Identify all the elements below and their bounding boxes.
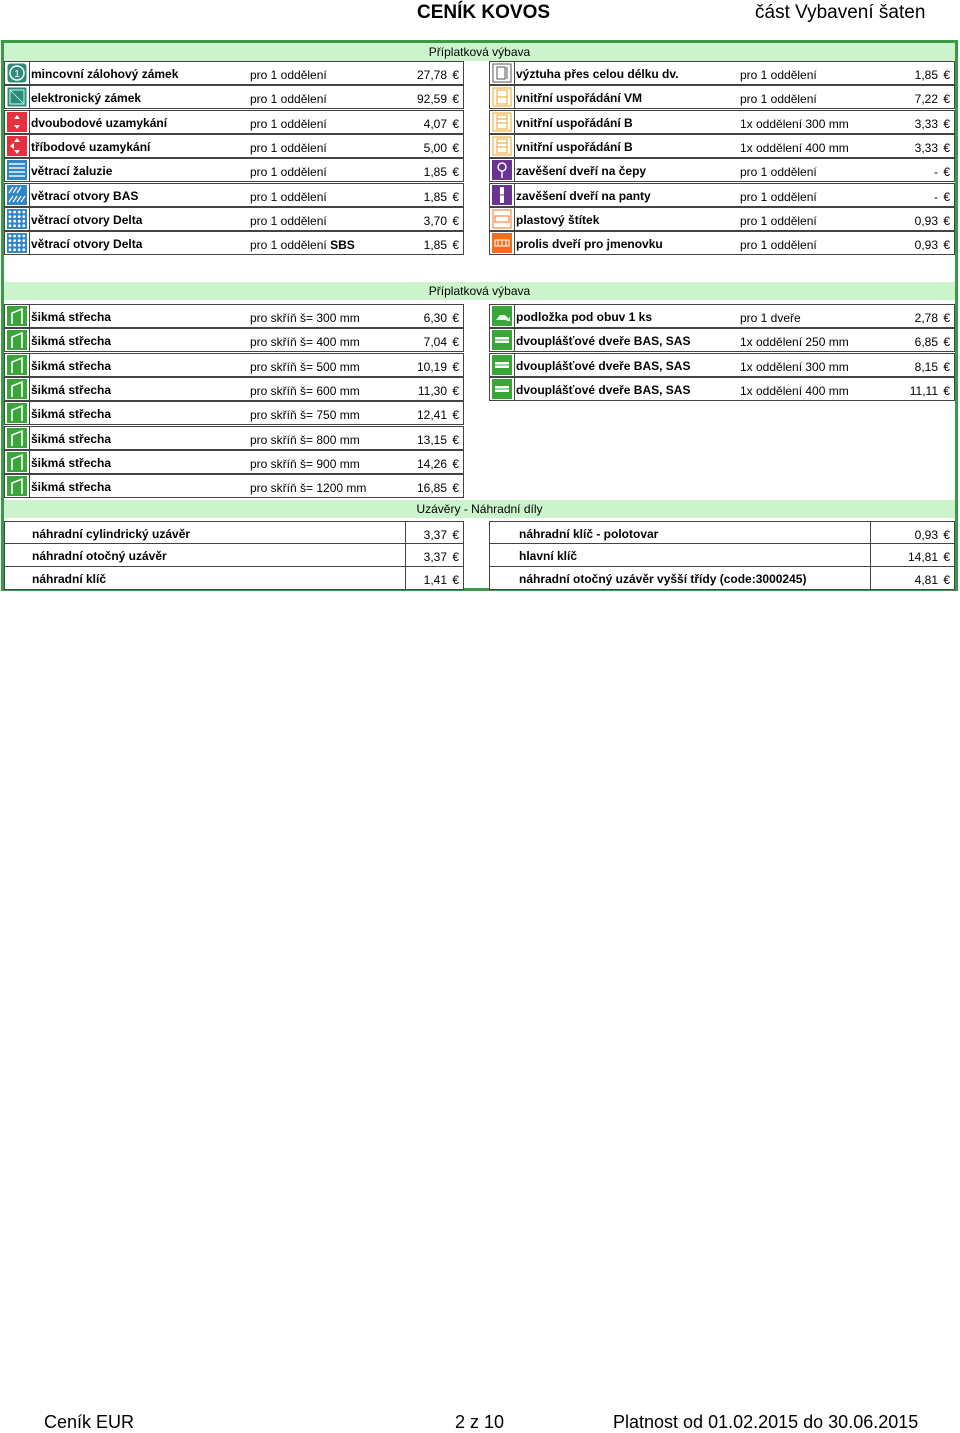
sloped-roof-icon [7,403,27,423]
currency-symbol: € [943,311,950,325]
item-name: šikmá střecha [31,480,112,495]
sloped-roof-icon [7,379,27,399]
currency-symbol: € [452,572,459,587]
price-row-s1-left-0 [4,61,464,85]
currency-symbol: € [452,359,459,374]
vent-bas-icon [7,185,27,205]
item-name: zavěšení dveří na čepy [516,164,647,179]
item-price: 4,07 [423,116,447,131]
price-row-s1-right-6 [489,207,955,231]
item-name: dvouplášťové dveře BAS, SAS [516,382,691,397]
sloped-roof-icon [7,452,27,472]
price-row-s2-left-5 [4,426,464,450]
item-description-text: pro skříň š= 400 mm [250,335,360,350]
price-row-s1-right-2 [489,110,955,134]
column-divider [29,402,30,424]
item-price: 14,26 [416,456,447,471]
item-description-text: pro 1 oddělení [250,238,327,253]
item-description-text: pro 1 oddělení [740,213,817,228]
column-divider [29,475,30,497]
price-row-s3-right-0 [489,521,955,545]
column-divider [870,567,871,589]
price-row-s1-right-0 [489,61,955,85]
column-divider [514,329,515,351]
column-divider [514,135,515,157]
item-name: tříbodové uzamykání [31,139,151,154]
currency-symbol: € [452,481,459,496]
price-row-s3-left-0 [4,521,464,545]
item-price: 12,41 [416,408,447,423]
item-description [250,92,327,106]
price-row-s1-left-6 [4,207,464,231]
currency-symbol: € [943,68,950,82]
item-description-text: pro 1 dveře [740,311,801,325]
price-row-s2-right-0 [489,304,955,328]
currency-symbol: € [943,528,950,542]
sloped-roof-icon [7,330,27,350]
item-price: 6,30 [423,311,447,325]
item-price: 7,04 [423,335,447,350]
footer-left: Ceník EUR [44,1412,135,1432]
price-row-s2-left-6 [4,450,464,474]
item-price: 11,30 [417,383,447,398]
shoe-mat-icon [492,306,512,326]
column-divider [29,354,30,376]
price-row-s2-right-1 [489,328,955,352]
item-name: náhradní otočný uzávěr [32,549,167,564]
currency-symbol: € [943,335,950,350]
currency-symbol: € [943,383,950,398]
item-price: 10,19 [416,359,447,374]
column-divider [514,378,515,400]
currency-symbol: € [943,189,950,204]
item-name: vnitřní uspořádání B [516,115,633,130]
vent-delta-icon [7,209,27,229]
interior-vm-icon [492,87,512,107]
item-description-text: pro 1 oddělení [740,238,817,253]
item-price: 27,78 [416,68,447,82]
item-price: 16,85 [416,481,447,496]
currency-symbol: € [452,92,459,107]
item-name: větrací otvory Delta [31,212,143,227]
price-row-s1-right-7 [489,231,955,255]
column-divider [514,111,515,133]
column-divider [514,208,515,230]
currency-symbol: € [452,116,459,131]
currency-symbol: € [452,165,459,180]
item-description [250,165,327,179]
item-description-bold: SBS [330,238,355,253]
currency-symbol: € [452,432,459,447]
currency-symbol: € [452,456,459,471]
item-name: podložka pod obuv 1 ks [516,310,653,324]
item-name: šikmá střecha [31,358,112,373]
item-description-text: pro skříň š= 750 mm [250,408,360,423]
column-divider [29,159,30,181]
item-description-text: pro skříň š= 600 mm [250,383,360,398]
item-name: dvoubodové uzamykání [31,115,168,130]
item-description-text: pro skříň š= 900 mm [250,456,360,471]
item-price: 0,93 [914,213,938,228]
price-row-s2-left-1 [4,328,464,352]
column-divider [29,111,30,133]
item-description [740,360,849,374]
price-row-s2-left-0 [4,304,464,328]
column-divider [405,544,406,566]
item-description [250,408,360,422]
item-price: 2,78 [914,311,938,325]
item-name: šikmá střecha [31,382,112,397]
item-price: - [934,189,938,204]
column-divider [405,522,406,544]
item-price: 14,81 [907,550,938,565]
item-description-text: pro 1 oddělení [740,165,817,180]
price-row-s1-right-1 [489,85,955,109]
item-description [740,117,849,131]
section-title-spare-parts: Uzávěry - Náhradní díly [4,500,955,518]
currency-symbol: € [452,68,459,82]
electronic-lock-icon [7,87,27,107]
column-divider [29,62,30,84]
column-divider [29,451,30,473]
item-description [740,335,849,349]
price-row-s1-right-4 [489,158,955,182]
item-name: hlavní klíč [519,549,578,564]
item-description [250,141,327,155]
sloped-roof-icon [7,476,27,496]
currency-symbol: € [452,408,459,423]
page-subtitle: část Vybavení šaten [755,2,926,23]
three-point-lock-icon [7,136,27,156]
price-row-s2-left-4 [4,401,464,425]
item-description [740,311,801,325]
item-price: 13,15 [416,432,447,447]
price-row-s1-left-7 [4,231,464,255]
column-divider [29,86,30,108]
currency-symbol: € [452,311,459,325]
item-name: šikmá střecha [31,334,112,349]
pin-hinge-icon [492,160,512,180]
item-price: 6,85 [914,335,938,350]
item-description [740,190,817,204]
item-description-text: pro 1 oddělení [250,116,327,131]
item-name: větrací otvory Delta [31,237,143,252]
price-row-s3-left-2 [4,566,464,590]
item-description-text: 1x oddělení 400 mm [740,383,849,398]
price-row-s2-left-7 [4,474,464,498]
sloped-roof-icon [7,355,27,375]
price-row-s2-right-3 [489,377,955,401]
item-name: zavěšení dveří na panty [516,188,651,203]
item-price: 4,81 [914,572,938,587]
price-row-s2-left-2 [4,353,464,377]
item-description [250,360,360,374]
price-row-s1-right-5 [489,183,955,207]
item-name: plastový štítek [516,212,600,227]
price-row-s1-left-5 [4,183,464,207]
item-name: šikmá střecha [31,431,112,446]
item-description-text: 1x oddělení 300 mm [740,359,849,374]
item-description-text: 1x oddělení 300 mm [740,116,849,131]
item-price: 1,85 [423,238,447,253]
louvre-icon [7,160,27,180]
price-row-s2-left-3 [4,377,464,401]
column-divider [514,184,515,206]
currency-symbol: € [943,116,950,131]
item-name: dvouplášťové dveře BAS, SAS [516,334,691,349]
item-description [250,117,327,131]
price-row-s3-right-2 [489,566,955,590]
currency-symbol: € [943,213,950,228]
item-description [250,457,360,471]
item-description [740,92,817,106]
item-description [740,214,817,228]
item-description-text: pro 1 oddělení [740,68,817,82]
currency-symbol: € [943,359,950,374]
column-divider [514,86,515,108]
column-divider [29,208,30,230]
footer-validity: Platnost od 01.02.2015 do 30.06.2015 [613,1412,919,1432]
item-description-text: pro 1 oddělení [250,189,327,204]
price-row-s3-left-1 [4,543,464,567]
item-description-text: 1x oddělení 250 mm [740,335,849,350]
section-title-surcharge-2: Příplatková výbava [4,282,955,300]
column-divider [870,544,871,566]
item-description [250,214,327,228]
column-divider [29,305,30,327]
item-description [740,165,817,179]
price-row-s1-left-1 [4,85,464,109]
price-row-s3-right-1 [489,543,955,567]
item-name: prolis dveří pro jmenovku [516,237,663,252]
currency-symbol: € [943,140,950,155]
item-description [250,190,327,204]
item-name: mincovní zálohový zámek [31,67,179,81]
currency-symbol: € [943,572,950,587]
item-price: 92,59 [416,92,447,107]
section-title-surcharge: Příplatková výbava [4,43,955,61]
item-name: náhradní otočný uzávěr vyšší třídy (code:3000245) [519,571,807,586]
item-description-text: pro 1 oddělení [740,189,817,204]
item-name: větrací otvory BAS [31,188,139,203]
currency-symbol: € [452,383,459,398]
footer-page: 2 z 10 [455,1412,505,1432]
page-title: CENÍK KOVOS [417,2,551,23]
item-name: větrací žaluzie [31,164,113,179]
svg-text:1: 1 [14,69,20,80]
column-divider [29,329,30,351]
column-divider [514,354,515,376]
coin-lock-icon [7,63,27,83]
item-description-text: pro skříň š= 300 mm [250,311,360,325]
item-name: elektronický zámek [31,91,142,106]
item-price: 7,22 [914,92,938,107]
column-divider [514,232,515,254]
currency-symbol: € [452,550,459,565]
item-name: náhradní cylindrický uzávěr [32,527,191,541]
price-row-s1-left-3 [4,134,464,158]
name-plate-icon [492,233,512,253]
column-divider [29,378,30,400]
item-description-text: pro 1 oddělení [740,92,817,107]
currency-symbol: € [452,335,459,350]
item-description [740,68,817,82]
hinge-icon [492,185,512,205]
currency-symbol: € [943,92,950,107]
item-description-text: pro 1 oddělení [250,165,327,180]
column-divider [870,522,871,544]
item-description-text: pro skříň š= 800 mm [250,432,360,447]
column-divider [514,62,515,84]
currency-symbol: € [943,238,950,253]
double-door-icon [492,330,512,350]
item-price: 0,93 [914,528,938,542]
item-price: 3,37 [423,550,447,565]
item-description [740,238,817,252]
item-price: 3,33 [914,116,938,131]
item-description [740,141,849,155]
column-divider [29,232,30,254]
item-description [740,384,849,398]
currency-symbol: € [452,189,459,204]
interior-b-icon [492,136,512,156]
double-door-icon [492,379,512,399]
column-divider [514,305,515,327]
item-description-text: pro skříň š= 1200 mm [250,481,367,496]
item-price: 1,41 [423,572,447,587]
price-row-s2-right-2 [489,353,955,377]
price-row-s1-left-4 [4,158,464,182]
item-price: 1,85 [914,68,938,82]
item-description-text: pro skříň š= 500 mm [250,359,360,374]
vent-delta-icon [7,233,27,253]
double-door-icon [492,355,512,375]
plastic-label-icon [492,209,512,229]
currency-symbol: € [452,528,459,542]
currency-symbol: € [943,550,950,565]
item-price: 11,11 [909,383,938,398]
item-description-text: pro 1 oddělení [250,140,327,155]
item-name: náhradní klíč [32,571,107,586]
interior-b-icon [492,112,512,132]
item-description [250,238,355,252]
sloped-roof-icon [7,306,27,326]
item-description-text: 1x oddělení 400 mm [740,140,849,155]
sloped-roof-icon [7,428,27,448]
price-row-s1-right-3 [489,134,955,158]
item-description [250,68,327,82]
item-name: šikmá střecha [31,407,112,422]
item-price: - [934,165,938,180]
reinforcement-icon [492,63,512,83]
item-description [250,384,360,398]
item-price: 5,00 [423,140,447,155]
column-divider [29,427,30,449]
item-description [250,311,360,325]
item-name: dvouplášťové dveře BAS, SAS [516,358,691,373]
item-price: 8,15 [914,359,938,374]
item-description-text: pro 1 oddělení [250,68,327,82]
item-price: 1,85 [423,189,447,204]
column-divider [29,184,30,206]
item-description [250,481,366,495]
item-price: 3,37 [423,528,447,542]
currency-symbol: € [452,213,459,228]
item-description-text: pro 1 oddělení [250,92,327,107]
item-name: vnitřní uspořádání VM [516,91,643,106]
item-description [250,433,360,447]
column-divider [514,159,515,181]
item-name: výztuha přes celou délku dv. [516,67,679,81]
item-name: šikmá střecha [31,455,112,470]
currency-symbol: € [452,140,459,155]
item-name: vnitřní uspořádání B [516,139,633,154]
item-price: 3,33 [914,140,938,155]
currency-symbol: € [943,165,950,180]
currency-symbol: € [452,238,459,253]
item-name: šikmá střecha [31,310,112,324]
column-divider [29,135,30,157]
two-point-lock-icon [7,112,27,132]
column-divider [405,567,406,589]
item-description [250,335,360,349]
item-name: náhradní klíč - polotovar [519,527,659,541]
item-price: 0,93 [914,238,938,253]
price-row-s1-left-2 [4,110,464,134]
item-description-text: pro 1 oddělení [250,213,327,228]
item-price: 1,85 [423,165,447,180]
item-price: 3,70 [423,213,447,228]
